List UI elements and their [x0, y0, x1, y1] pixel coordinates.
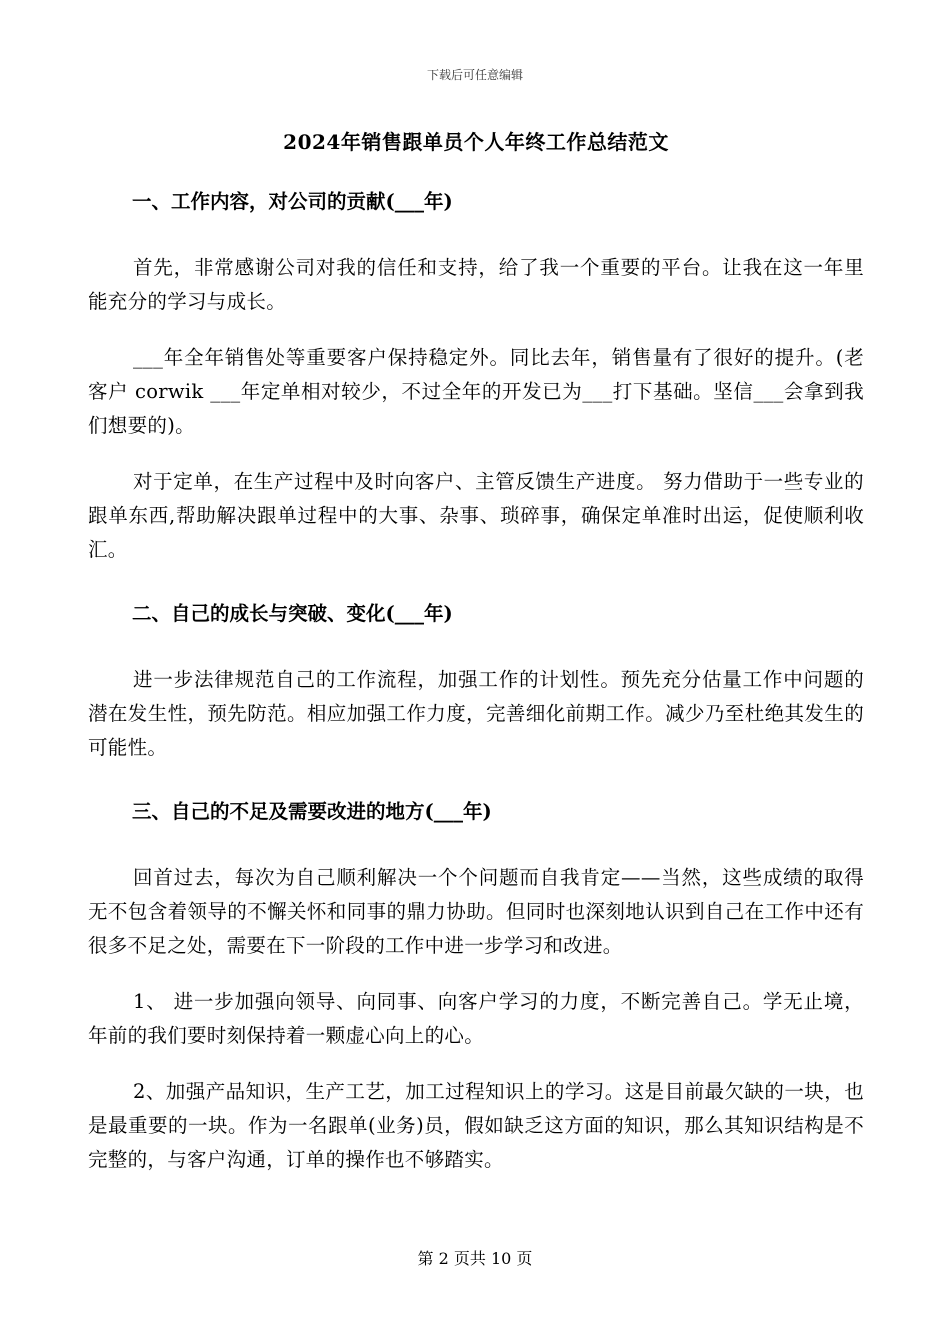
- section-2-paragraph-1: 进一步法律规范自己的工作流程，加强工作的计划性。预先充分估量工作中问题的潜在发生性，预先防范。相应加强工作力度，完善细化前期工作。减少乃至杜绝其发生的可能性。: [88, 668, 864, 759]
- section-3-paragraph-1: 回首过去，每次为自己顺利解决一个个问题而自我肯定——当然，这些成绩的取得无不包含着领导的不懈关怀和同事的鼎力协助。但同时也深刻地认识到自己在工作中还有很多不足之处，需要在下一阶段的工作中进一步学习和改进。: [88, 866, 864, 957]
- section-3-paragraph-3: 2、加强产品知识，生产工艺，加工过程知识上的学习。这是目前最欠缺的一块，也是最重要的一块。作为一名跟单(业务)员，假如缺乏这方面的知识，那么其知识结构是不完整的，与客户沟通，订单的操作也不够踏实。: [88, 1080, 864, 1171]
- section-2-heading: 二、自己的成长与突破、变化(___年): [132, 602, 453, 625]
- section-3-heading: 三、自己的不足及需要改进的地方(___年): [132, 800, 492, 823]
- section-1-paragraph-1: 首先，非常感谢公司对我的信任和支持，给了我一个重要的平台。让我在这一年里能充分的学习与成长。: [88, 256, 864, 313]
- section-3-paragraph-2: 1、 进一步加强向领导、向同事、向客户学习的力度，不断完善自己。学无止境，年前的我们要时刻保持着一颗虚心向上的心。: [88, 990, 864, 1047]
- section-1-paragraph-2: ___年全年销售处等重要客户保持稳定外。同比去年，销售量有了很好的提升。(老客户 corwik ___年定单相对较少，不过全年的开发已为___打下基础。坚信___会拿到我们想要的)。: [88, 346, 864, 437]
- header-note: 下载后可任意编辑: [426, 68, 523, 82]
- document-title: 2024年销售跟单员个人年终工作总结范文: [283, 130, 669, 154]
- section-1-paragraph-3: 对于定单，在生产过程中及时向客户、主管反馈生产进度。 努力借助于一些专业的跟单东西,帮助解决跟单过程中的大事、杂事、琐碎事，确保定单准时出运，促使顺利收汇。: [88, 470, 864, 561]
- section-1-heading: 一、工作内容，对公司的贡献(___年): [132, 190, 453, 213]
- page-footer: 第 2 页共 10 页: [417, 1249, 533, 1268]
- document-body: [88, 118, 864, 1199]
